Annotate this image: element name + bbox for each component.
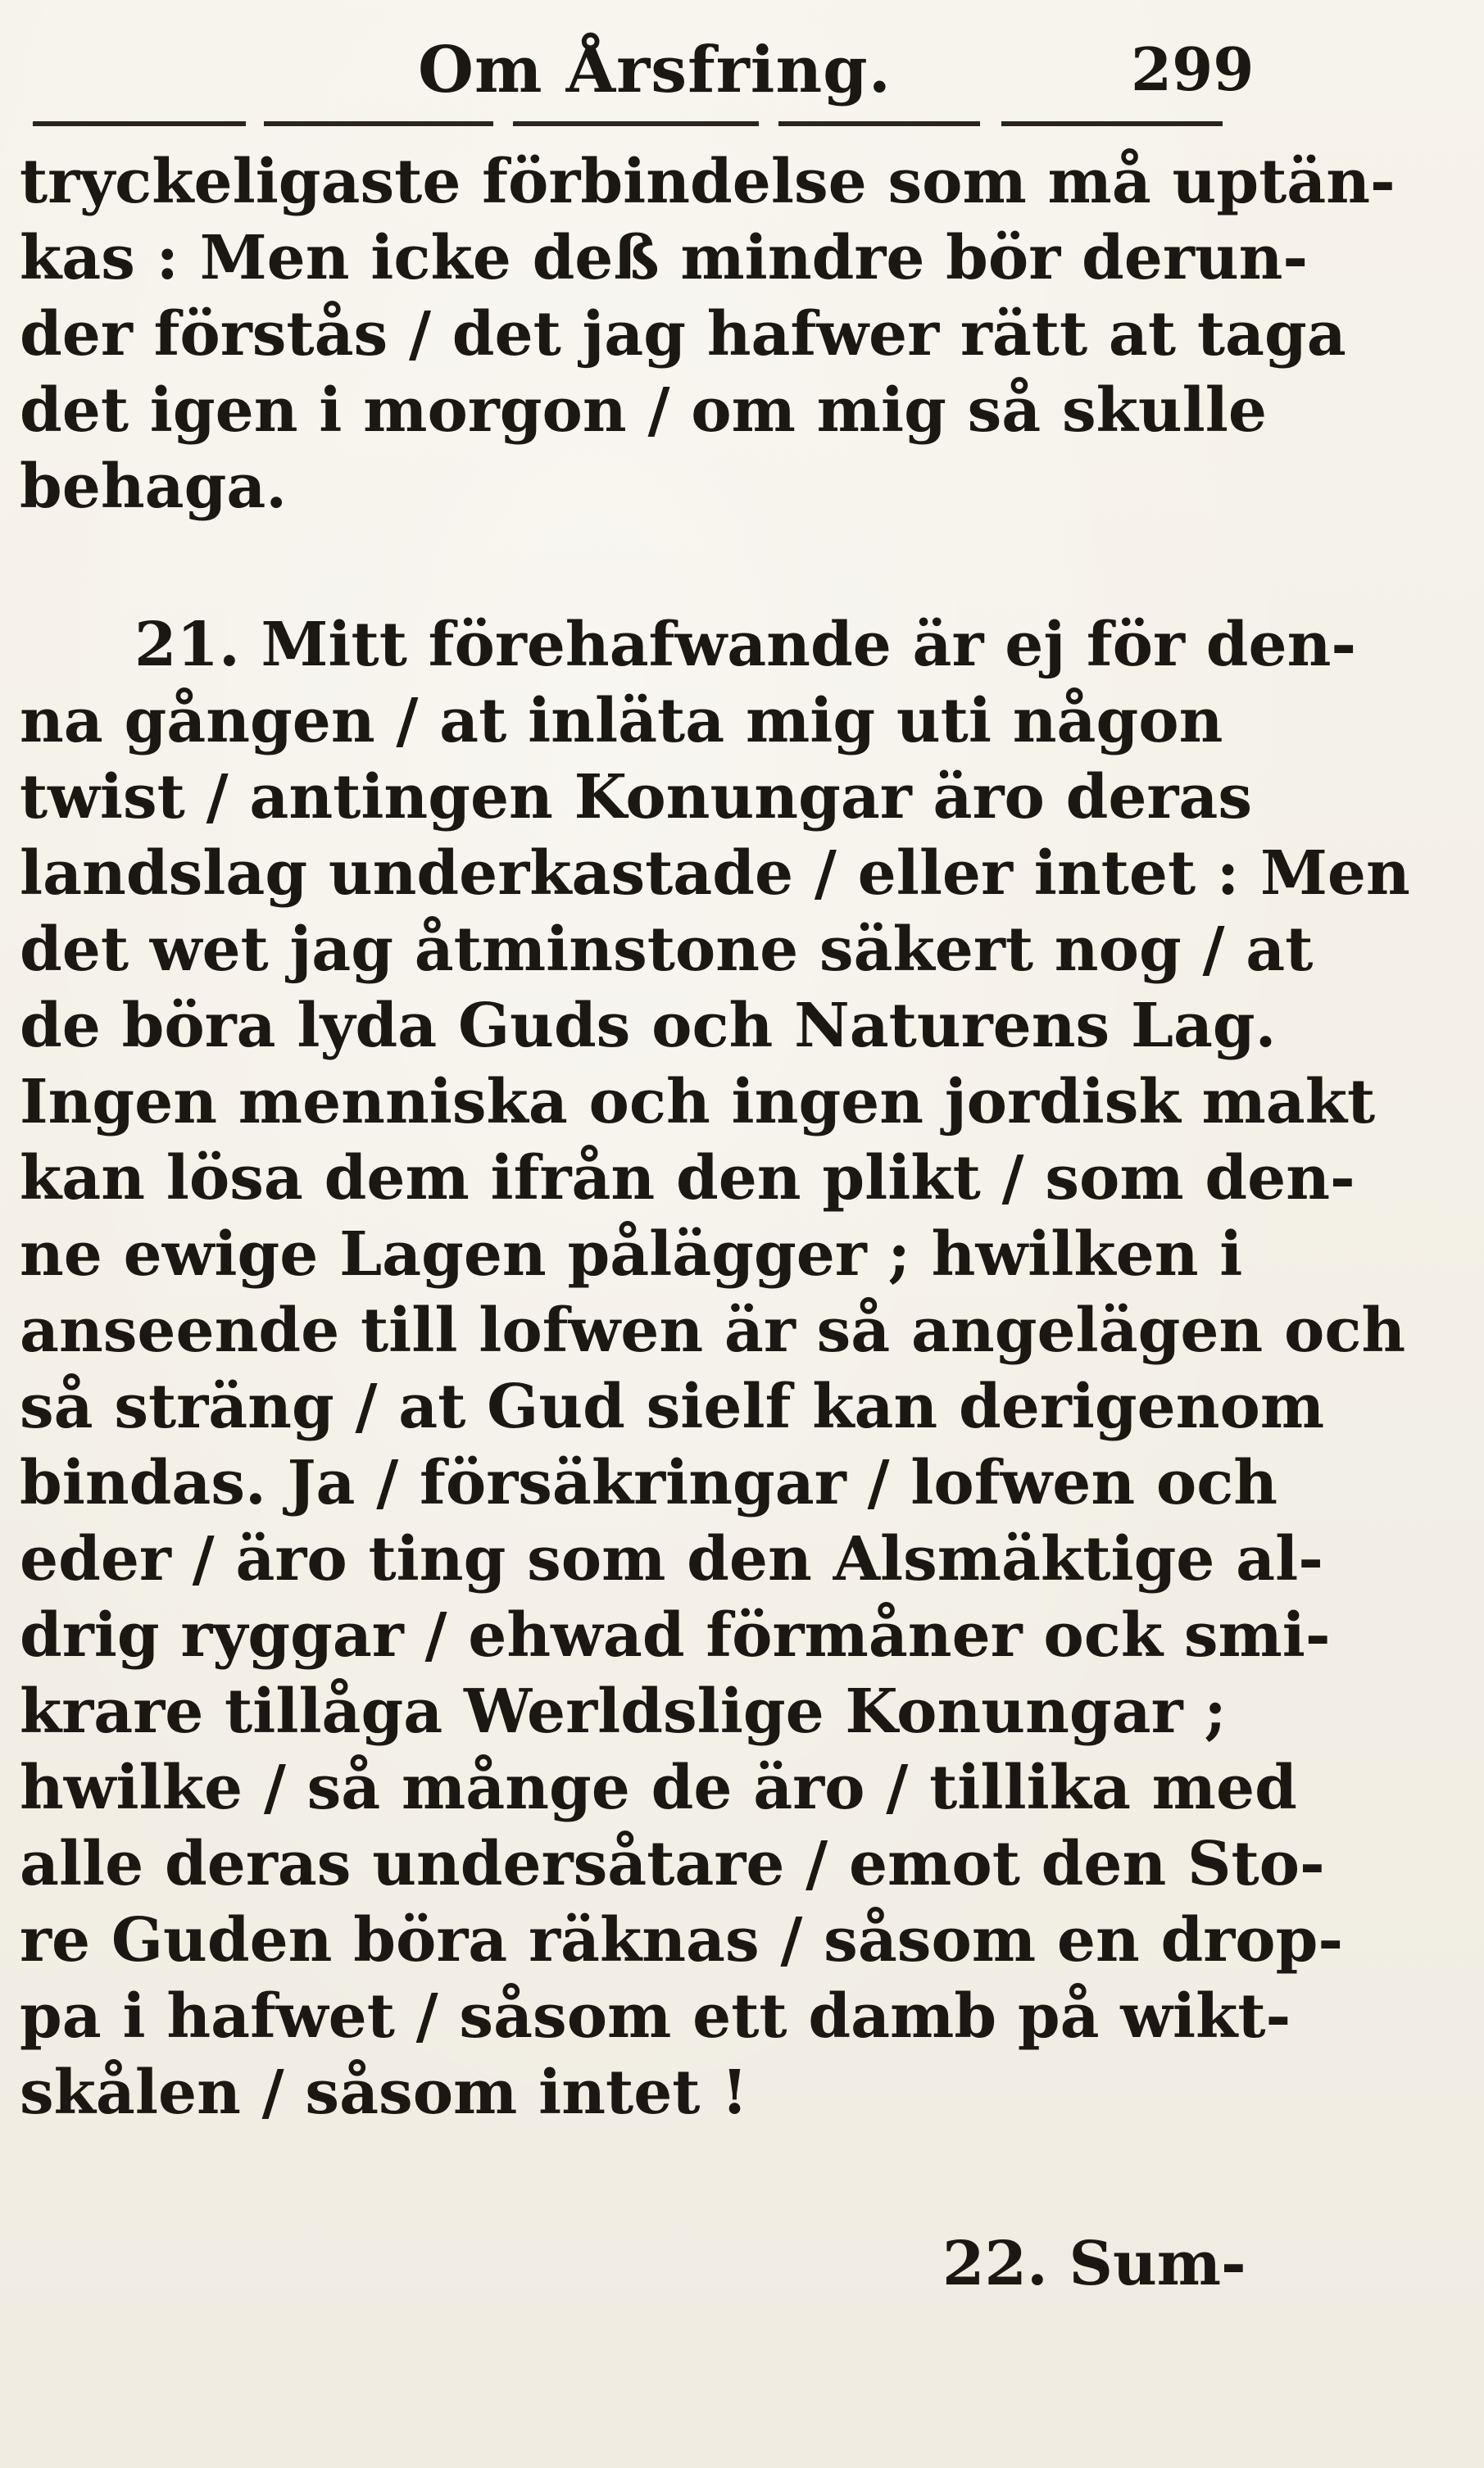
text-line: landslag underkastade / eller intet : Men [20,838,1410,909]
text-line: det igen i morgon / om mig så skulle [20,375,1267,446]
text-line: anseende till lofwen är så angelägen och [20,1295,1406,1366]
text-line: 21. Mitt förehafwande är ej för den- [134,610,1357,680]
paragraph-1 [20,144,1396,525]
text-line: hwilke / så månge de äro / tillika med [20,1753,1297,1823]
text-line: Ingen menniska och ingen jordisk makt [20,1067,1376,1137]
paragraph-gap [20,525,1249,607]
text-line: krare tillåga Werldslige Konungar ; [20,1676,1227,1747]
page-number: 299 [1131,34,1255,104]
header-rule-segment-2 [264,121,493,126]
text-line: kan lösa dem ifrån den plikt / som den- [20,1143,1355,1214]
text-line: bindas. Ja / försäkringar / lofwen och [20,1448,1278,1518]
text-line: na gången / at inläta mig uti någon [20,686,1223,756]
text-line: så sträng / at Gud sielf kan derigenom [20,1372,1325,1442]
text-line: skålen / såsom intet ! [20,2057,748,2128]
header-rule-segment-5 [1001,121,1223,126]
running-title: Om Årsfring. [418,33,892,107]
text-line: der förstås / det jag hafwer rätt at taga [20,299,1346,370]
body-text [20,144,1410,2131]
text-line: alle deras undersåtare / emot den Sto- [20,1829,1325,1899]
text-line: tryckeligaste förbindelse som må uptän- [20,147,1396,217]
text-line: re Guden böra räknas / såsom en drop- [20,1905,1344,1976]
text-line: ne ewige Lagen pålägger ; hwilken i [20,1219,1243,1290]
paragraph-2 [20,607,1410,2131]
text-line: drig ryggar / ehwad förmåner ock smi- [20,1600,1331,1671]
text-line: de böra lyda Guds och Naturens Lag. [20,991,1277,1061]
header-rule-segment-1 [33,121,246,126]
header-rule-segment-3 [513,121,759,126]
catchword: 22. Sum- [942,2229,1246,2299]
text-line: eder / äro ting som den Alsmäktige al- [20,1524,1323,1595]
text-line: pa i hafwet / såsom ett damb på wikt- [20,1981,1291,2052]
text-line: behaga. [20,451,288,522]
text-line: det wet jag åtminstone säkert nog / at [20,914,1314,985]
text-line: kas : Men icke deß mindre bör derun- [20,223,1309,293]
text-line: twist / antingen Konungar äro deras [20,762,1252,832]
header-rule-segment-4 [778,121,980,126]
